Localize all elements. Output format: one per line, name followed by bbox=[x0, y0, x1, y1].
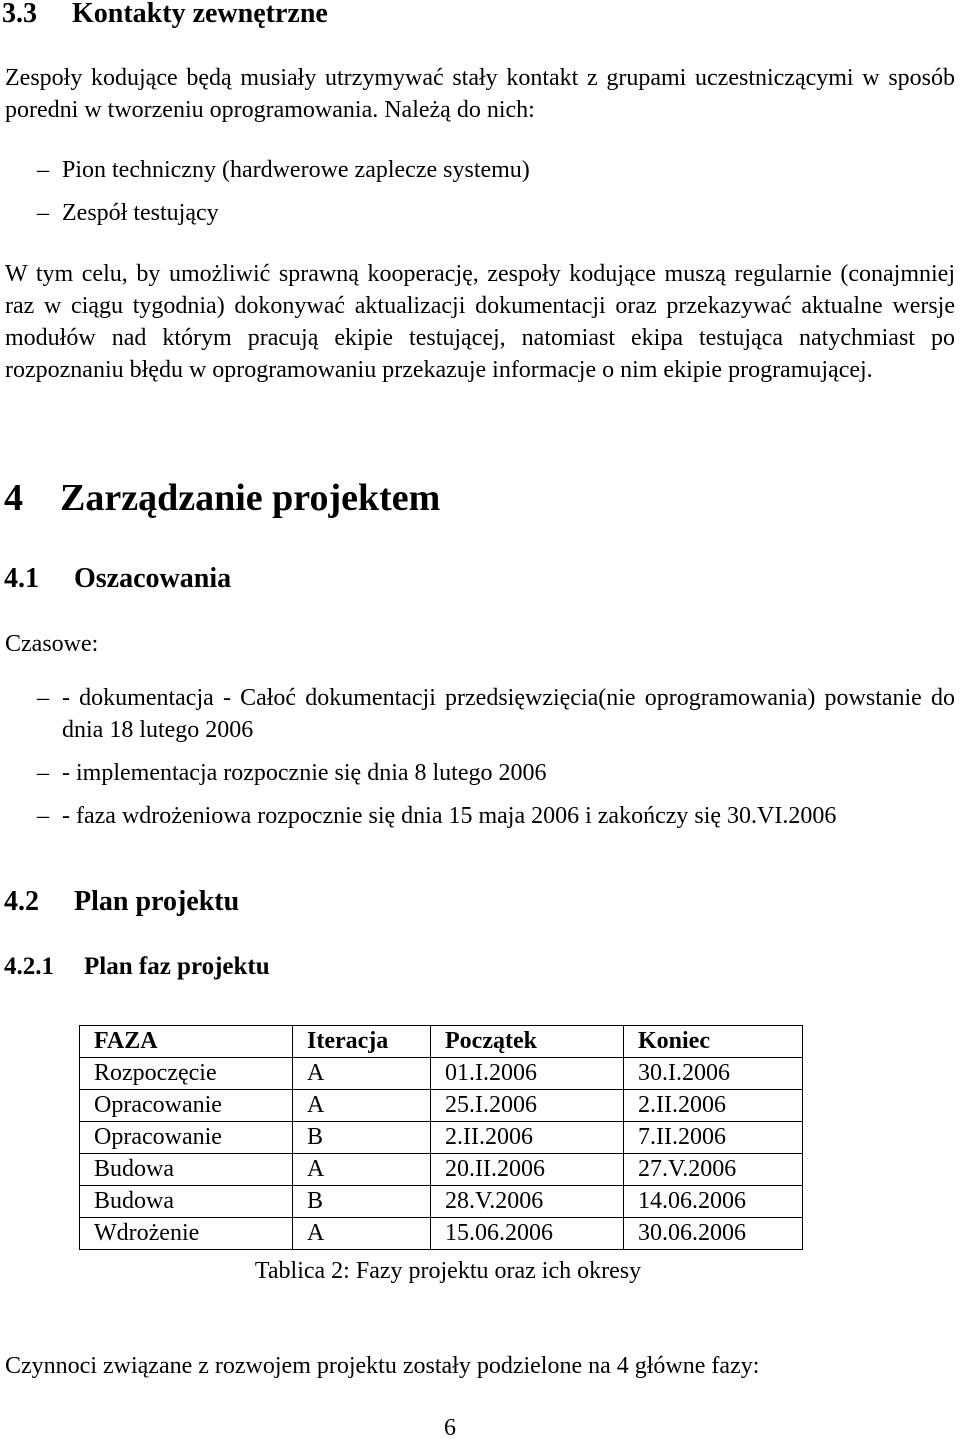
table-header-cell: Iteracja bbox=[293, 1026, 431, 1058]
table-cell: 01.I.2006 bbox=[431, 1058, 624, 1090]
table-cell: 2.II.2006 bbox=[624, 1090, 803, 1122]
table-header-cell: Koniec bbox=[624, 1026, 803, 1058]
estimates-label: Czasowe: bbox=[5, 631, 99, 657]
section-3-3-paragraph: W tym celu, by umożliwić sprawną kooperację, zespoły kodujące muszą regularnie (conajmniej raz w ciągu tygodnia) dokonywać aktualizacji dokumentacji oraz przekazywać aktualne wersje modułów nad którym pracują ekipie testującej, natomiast ekipa testująca natychmiast po rozpoznaniu błędu w oprogramowaniu przekazuje informacje o nim ekipie programującej. bbox=[5, 261, 955, 383]
table-row bbox=[80, 1154, 803, 1186]
list-item bbox=[5, 800, 955, 832]
section-4-heading bbox=[4, 476, 440, 520]
page-number: 6 bbox=[444, 1415, 456, 1441]
list-item-text: - implementacja rozpocznie się dnia 8 lutego 2006 bbox=[62, 760, 547, 786]
table-cell: B bbox=[293, 1186, 431, 1218]
table-cell: 2.II.2006 bbox=[431, 1122, 624, 1154]
section-4-1-number: 4.1 bbox=[4, 563, 39, 594]
section-4-2-1-title: Plan faz projektu bbox=[84, 953, 270, 980]
table-row bbox=[80, 1186, 803, 1218]
table-row bbox=[80, 1058, 803, 1090]
table-cell: 30.06.2006 bbox=[624, 1218, 803, 1250]
table-cell: 27.V.2006 bbox=[624, 1154, 803, 1186]
table-row bbox=[80, 1122, 803, 1154]
section-3-3-heading bbox=[2, 0, 328, 30]
table-cell: Budowa bbox=[80, 1186, 293, 1218]
table-cell: 15.06.2006 bbox=[431, 1218, 624, 1250]
table-cell: Wdrożenie bbox=[80, 1218, 293, 1250]
table-cell: Opracowanie bbox=[80, 1090, 293, 1122]
list-item bbox=[5, 682, 955, 746]
bullet-dash: – bbox=[37, 760, 49, 786]
table-cell: A bbox=[293, 1154, 431, 1186]
bullet-dash: – bbox=[37, 157, 49, 183]
bullet-dash: – bbox=[37, 685, 49, 711]
table-cell: Opracowanie bbox=[80, 1122, 293, 1154]
table-cell: A bbox=[293, 1218, 431, 1250]
list-item-text: - faza wdrożeniowa rozpocznie się dnia 15 maja 2006 i zakończy się 30.VI.2006 bbox=[62, 803, 837, 829]
table-cell: Budowa bbox=[80, 1154, 293, 1186]
table-cell: 20.II.2006 bbox=[431, 1154, 624, 1186]
section-4-2-1-heading bbox=[4, 953, 270, 981]
list-item bbox=[5, 197, 955, 229]
table-cell: A bbox=[293, 1058, 431, 1090]
table-cell: 28.V.2006 bbox=[431, 1186, 624, 1218]
section-3-3-intro: Zespoły kodujące będą musiały utrzymywać stały kontakt z grupami uczestniczącymi w sposób poredni w tworzeniu oprogramowania. Należą do nich: bbox=[5, 65, 955, 123]
table-cell: 14.06.2006 bbox=[624, 1186, 803, 1218]
bullet-dash: – bbox=[37, 200, 49, 226]
table-cell: A bbox=[293, 1090, 431, 1122]
section-3-3-number: 3.3 bbox=[2, 0, 37, 29]
table-cell: B bbox=[293, 1122, 431, 1154]
section-4-2-1-number: 4.2.1 bbox=[4, 953, 54, 980]
table-cell: Rozpoczęcie bbox=[80, 1058, 293, 1090]
section-4-title: Zarządzanie projektem bbox=[60, 477, 441, 519]
section-3-3-title: Kontakty zewnętrzne bbox=[72, 0, 328, 29]
table-row bbox=[80, 1090, 803, 1122]
table-header-row bbox=[80, 1026, 803, 1058]
table-header-cell: FAZA bbox=[80, 1026, 293, 1058]
section-4-2-heading bbox=[4, 886, 239, 918]
section-4-number: 4 bbox=[4, 477, 23, 519]
list-item-text: - dokumentacja - Całoć dokumentacji przedsięwzięcia(nie oprogramowania) powstanie do dnia 18 lutego 2006 bbox=[62, 685, 955, 743]
phases-table bbox=[79, 1025, 803, 1250]
table-cell: 7.II.2006 bbox=[624, 1122, 803, 1154]
table-row bbox=[80, 1218, 803, 1250]
table-header-cell: Początek bbox=[431, 1026, 624, 1058]
closing-paragraph: Czynnoci związane z rozwojem projektu zostały podzielone na 4 główne fazy: bbox=[5, 1353, 760, 1379]
bullet-dash: – bbox=[37, 803, 49, 829]
list-item bbox=[5, 154, 955, 186]
section-4-2-number: 4.2 bbox=[4, 886, 39, 917]
section-4-1-heading bbox=[4, 563, 231, 595]
list-item bbox=[5, 757, 955, 789]
list-item-text: Pion techniczny (hardwerowe zaplecze systemu) bbox=[62, 157, 530, 183]
section-4-2-title: Plan projektu bbox=[74, 886, 240, 917]
list-item-text: Zespół testujący bbox=[62, 200, 219, 226]
table-caption: Tablica 2: Fazy projektu oraz ich okresy bbox=[254, 1258, 642, 1284]
table-cell: 25.I.2006 bbox=[431, 1090, 624, 1122]
section-4-1-title: Oszacowania bbox=[74, 563, 232, 594]
table-cell: 30.I.2006 bbox=[624, 1058, 803, 1090]
